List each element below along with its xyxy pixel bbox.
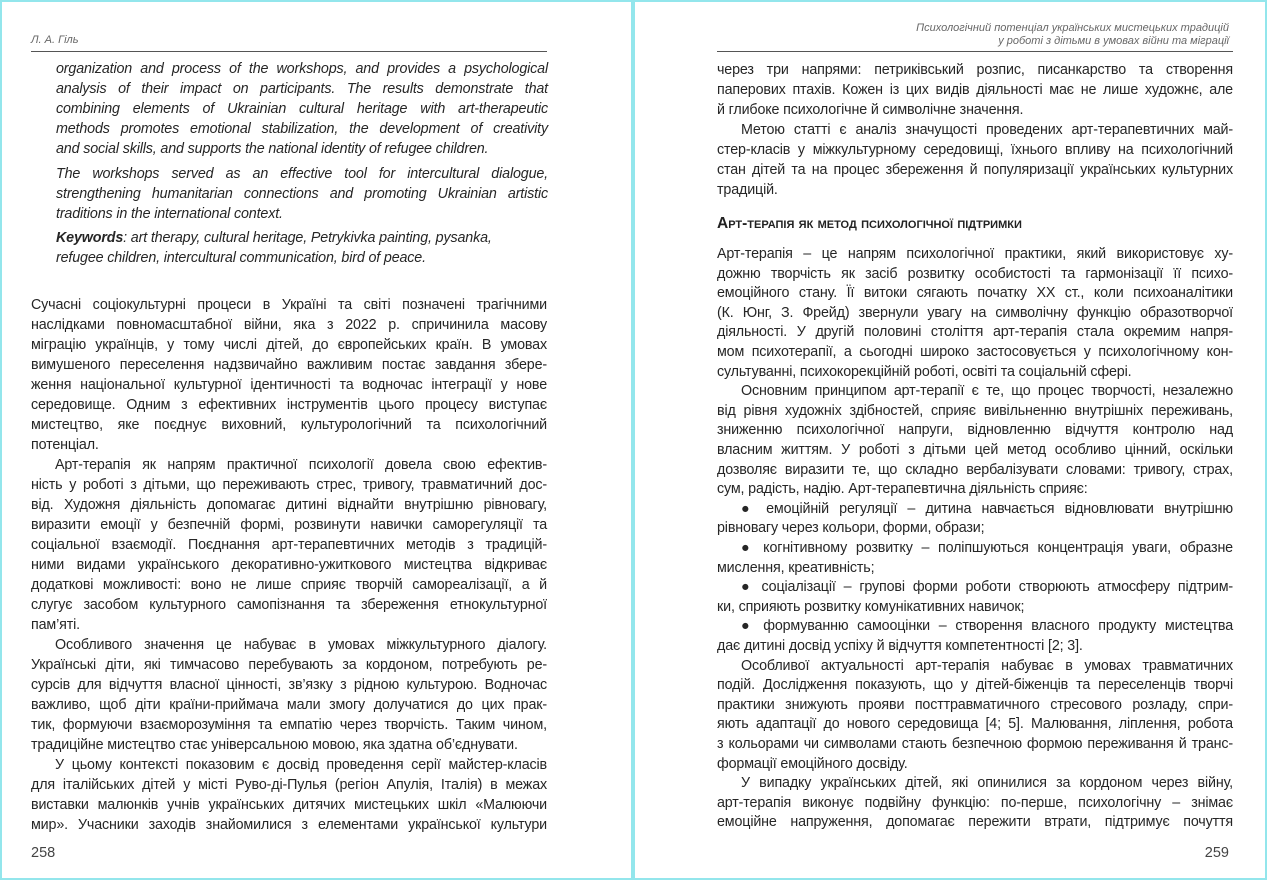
text-line: від. Художня діяльність допомагає дитині віднайти внутрішню рівновагу, — [31, 497, 547, 513]
text-line: слугує засобом культурного самопізнання та збереження етнокультурної — [31, 597, 547, 613]
text-line: мом психотерапії, а сьогодні широко застосовується у психологічному кон- — [717, 344, 1233, 360]
text-line: and social skills, and supports the national identity of refugee children. — [56, 141, 489, 157]
text-line: organization and process of the workshops, and provides a psychological — [56, 61, 548, 77]
text-line: Сучасні соціокультурні процеси в Україні та світі позначені трагічними — [31, 297, 547, 313]
text-line: ними видами українського декоративно-ужиткового мистецтва відкриває — [31, 557, 547, 573]
keywords-text: : art therapy, cultural heritage, Petrykivka painting, pysanka, — [123, 230, 492, 246]
keywords-line — [56, 228, 548, 248]
bullet-line: ки, сприяють розвитку комунікативних навичок; — [717, 598, 1025, 615]
keywords-line: refugee children, intercultural communication, bird of peace. — [56, 250, 426, 266]
text-line: арт-терапія виконує подвійну функцію: по-перше, психологічну – знімає — [717, 794, 1233, 811]
text-line: сум, радість, надію. Арт-терапевтична діяльність сприяє: — [717, 481, 1088, 498]
text-line: емоційне напруження, допомагає пережити втрати, підтримує почуття — [717, 814, 1233, 831]
text-line: середовище. Одним з ефективних інструментів цього процесу виступає — [31, 397, 547, 413]
keywords-label: Keywords — [56, 230, 124, 246]
text-line: analysis of their impact on participants. The results demonstrate that — [56, 81, 548, 97]
text-line: Основним принципом арт-терапії є те, що процес творчості, незалежно — [741, 383, 1233, 400]
bullet-line: рівновагу через кольори, форми, образи; — [717, 520, 985, 537]
text-line: з кольорами чи символами стають безпечною формою переживання й транс- — [717, 736, 1233, 752]
left-page — [0, 0, 633, 880]
text-line: ження національної культурної ідентичності та водночас інтеграції у нове — [31, 377, 547, 393]
text-line: діяльності. У другій половині століття арт-терапія стала окремим напря- — [717, 324, 1233, 341]
page-number: 258 — [31, 845, 56, 861]
text-line: Метою статті є аналіз значущості проведених арт-терапевтичних май- — [741, 122, 1233, 138]
text-line: стан дітей та на процес збереження й популяризації українських культурних — [717, 162, 1233, 178]
text-line: подій. Дослідження показують, що у дітей-біженців та переселенців творчі — [717, 677, 1233, 694]
text-line: combining elements of Ukrainian cultural heritage with art-therapeutic — [56, 101, 548, 117]
bullet-line: мислення, креативність; — [717, 559, 875, 576]
header-rule — [717, 51, 1233, 52]
text-line: strengthening humanitarian connections and promoting Ukrainian artistic — [56, 186, 548, 202]
text-line: додаткові можливості: воно не лише сприяє творчій самореалізації, а й — [31, 577, 547, 593]
text-line: Арт-терапія – це напрям психологічної практики, який використовує ху- — [717, 246, 1233, 262]
text-line: тик, формуючи взаєморозуміння та емпатію через творчість. Таким чином, — [31, 717, 547, 733]
text-line: традицій. — [717, 182, 778, 198]
section-heading: Арт-терапія як метод психологічної підтримки — [717, 215, 1022, 232]
text-line: стер-класів у міжкультурному середовищі, їхнього впливу на психологічний — [717, 142, 1233, 158]
text-line: У цьому контексті показовим є досвід проведення серії майстер-класів — [55, 757, 547, 773]
text-line: ність у роботі з дітьми, що переживають стрес, тривогу, травматичний дос- — [31, 477, 547, 493]
text-line: емоційного стану. Її витоки сягають початку XX ст., коли психоаналітики — [717, 285, 1233, 302]
text-line: й глибоке психологічне й символічне значення. — [717, 102, 1024, 118]
text-line: міграцію українців, у тому числі дітей, до європейських країн. В умовах — [31, 337, 547, 353]
text-line: яють адаптації до нового середовища [4; 5]. Малювання, ліплення, робота — [717, 716, 1233, 733]
text-line: від рівня художніх здібностей, сприяє вивільненню внутрішніх переживань, — [717, 402, 1233, 419]
bullet-line: ● емоційній регуляції – дитина навчається відновлювати внутрішню — [741, 500, 1233, 517]
text-line: мистецтво, яке поєднує виховний, культурологічний та психологічний — [31, 417, 547, 433]
bullet-line: ● когнітивному розвитку – поліпшуються концентрація уваги, образне — [741, 540, 1233, 556]
header-rule — [31, 51, 547, 52]
text-line: власним життям. У роботі з дітьми цей метод особливо цінний, оскільки — [717, 442, 1233, 458]
text-line: практики знижують прояви посттравматичного стресового розладу, спри- — [717, 696, 1233, 713]
text-line: Українські діти, які тимчасово перебувають за кордоном, потребують ре- — [31, 657, 547, 673]
text-line: традиційне мистецтво стає універсальною мовою, яка здатна об’єднувати. — [31, 737, 518, 753]
text-line: methods promotes emotional stabilization, the development of creativity — [56, 121, 548, 137]
text-line: У випадку українських дітей, які опинилися за кордоном через війну, — [741, 775, 1233, 792]
text-line: виставки малюнків учнів українських дитячих мистецьких шкіл «Малюючи — [31, 797, 547, 813]
text-line: через три напрями: петриківський розпис, писанкарство та створення — [717, 62, 1233, 78]
text-line: сурсів для відчуття власної цінності, зв’язку з рідною культурою. Водночас — [31, 677, 547, 693]
text-line: формації емоційного досвіду. — [717, 755, 908, 772]
text-line: зниженню психологічної напруги, відновленню відчуття контролю над — [717, 422, 1233, 439]
running-head-line: у роботі з дітьми в умовах війни та міграції — [998, 35, 1229, 47]
text-line: важливо, щоб діти країни-приймача мали змогу долучатися до цих прак- — [31, 697, 547, 713]
right-page — [633, 0, 1267, 880]
text-line: сультуванні, психокорекційній роботі, освіті та соціальній сфері. — [717, 363, 1132, 380]
running-head-author: Л. А. Гіль — [31, 34, 79, 46]
text-line: наслідками повномасштабної війни, яка з 2022 р. спричинила масову — [31, 317, 547, 333]
bullet-line: ● соціалізації – групові форми роботи створюють атмосферу підтрим- — [741, 579, 1233, 596]
text-line: Особливої актуальності арт-терапія набуває в умовах травматичних — [741, 657, 1233, 674]
text-line: дожню творчість як засіб розвитку особистості та гармонізації її психо- — [717, 265, 1233, 282]
text-line: соціальної взаємодії. Поєднання арт-терапевтичних методів з традицій- — [31, 537, 547, 553]
bullet-line: дає дитині досвід успіху й відчуття компетентності [2; 3]. — [717, 638, 1083, 654]
text-line: потенціал. — [31, 437, 99, 453]
text-line: паперових птахів. Кожен із цих видів діяльності має не лише художнє, але — [717, 82, 1233, 98]
bullet-line: ● формуванню самооцінки – створення власного продукту мистецтва — [741, 618, 1233, 635]
running-head-title — [916, 22, 1229, 48]
text-line: виразити емоції у безпечній формі, розвинути навички саморегуляції та — [31, 517, 547, 533]
text-line: вимушеного переселення надзвичайно важливим постає завдання збере- — [31, 357, 547, 373]
text-line: The workshops served as an effective tool for intercultural dialogue, — [56, 166, 548, 182]
text-line: для італійських дітей у місті Руво-ді-Пулья (регіон Апулія, Італія) в межах — [31, 777, 547, 793]
text-line: (К. Юнг, З. Фрейд) звернули увагу на символічну функцію образотворчої — [717, 304, 1233, 321]
text-line: Особливого значення це набуває в умовах міжкультурного діалогу. — [55, 637, 547, 653]
text-line: пам’яті. — [31, 617, 80, 633]
text-line: дозволяє виразити те, що складно вербалізувати словами: тривогу, страх, — [717, 461, 1233, 478]
running-head-line: Психологічний потенціал українських мистецьких традицій — [916, 22, 1229, 34]
text-line: traditions in the international context. — [56, 206, 283, 222]
text-line: мир». Учасники заходів знайомилися з елементами української культури — [31, 817, 547, 833]
page-number: 259 — [1204, 845, 1229, 861]
text-line: Арт-терапія як напрям практичної психології довела свою ефектив- — [55, 457, 547, 473]
